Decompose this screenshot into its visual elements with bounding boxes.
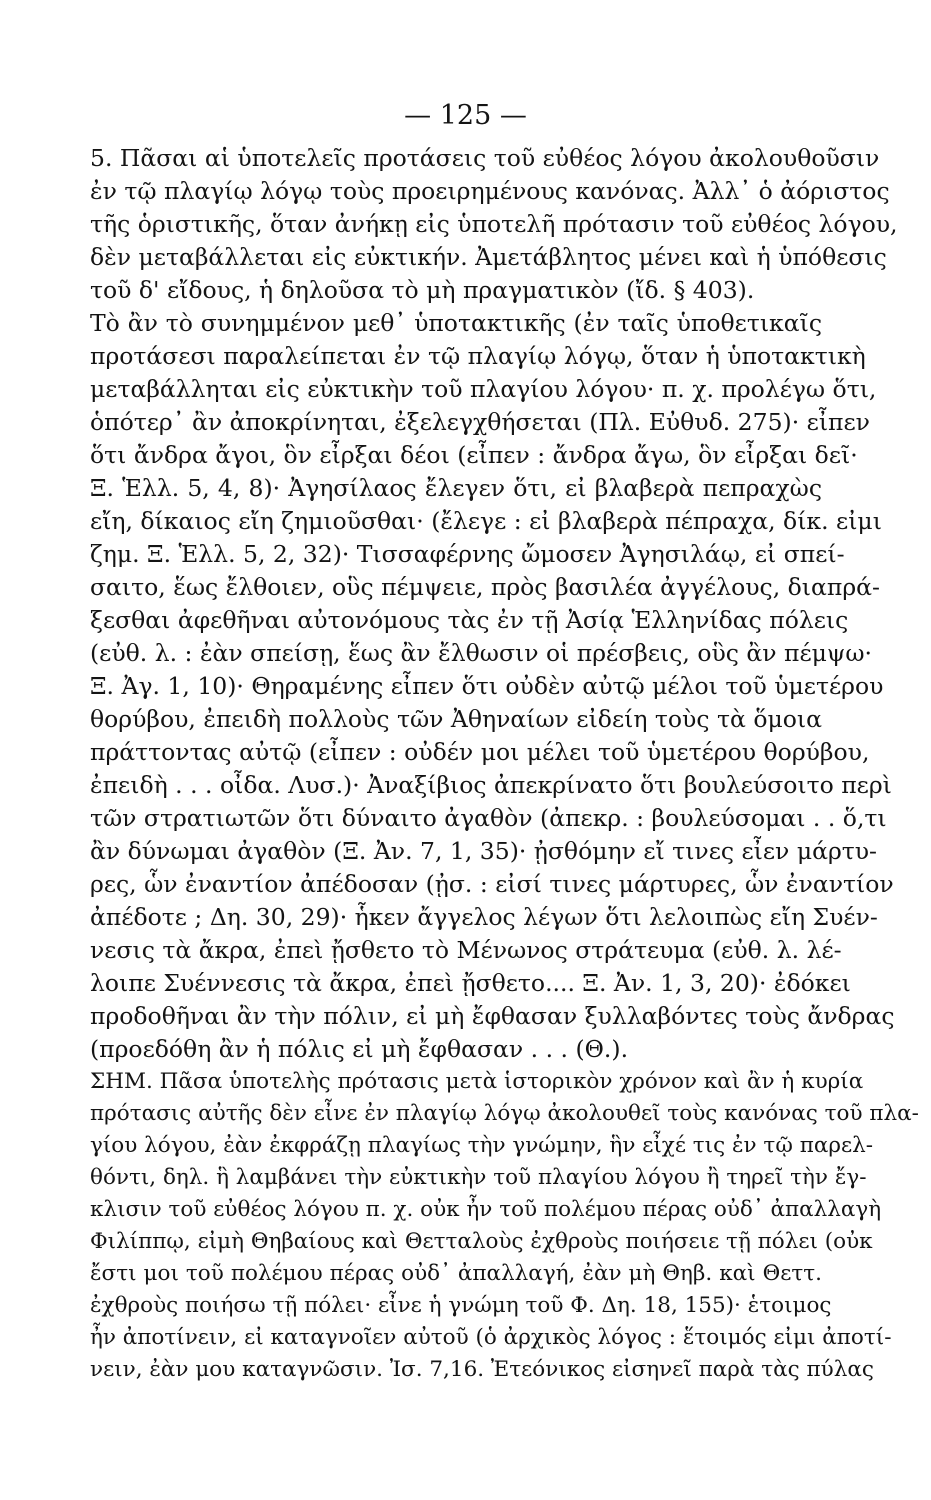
text-line: Ξ. Ἀγ. 1, 10)· Θηραμένης εἶπεν ὅτι οὐδὲν αὐτῷ μέλοι τοῦ ὑμετέρου — [90, 672, 884, 700]
note-line: ΣΗΜ. Πᾶσα ὑποτελὴς πρότασις μετὰ ἱστορικὸν χρόνον καὶ ἂν ἡ κυρία — [90, 1069, 864, 1094]
text-line: πράττοντας αὐτῷ (εἶπεν : οὐδέν μοι μέλει τοῦ ὑμετέρου θορύβου, — [90, 738, 870, 766]
text-line: τοῦ δ' εἴδους, ἡ δηλοῦσα τὸ μὴ πραγματικὸν (ἴδ. § 403). — [90, 276, 755, 304]
text-line: 5. Πᾶσαι αἱ ὑποτελεῖς προτάσεις τοῦ εὐθέος λόγου ἀκολουθοῦσιν — [90, 144, 880, 172]
text-line: (εὐθ. λ. : ἐὰν σπείσῃ, ἕως ἂν ἔλθωσιν οἱ πρέσβεις, οὓς ἂν πέμψω· — [90, 639, 872, 667]
note-line: θόντι, δηλ. ἣ λαμβάνει τὴν εὐκτικὴν τοῦ πλαγίου λόγου ἢ τηρεῖ τὴν ἔγ- — [90, 1165, 867, 1190]
text-line: ξεσθαι ἀφεθῆναι αὐτονόμους τὰς ἐν τῇ Ἀσίᾳ Ἑλληνίδας πόλεις — [90, 606, 849, 634]
note-line: Φιλίππῳ, εἰμὴ Θηβαίους καὶ Θετταλοὺς ἐχθροὺς ποιήσειε τῇ πόλει (οὐκ — [90, 1229, 873, 1254]
note-line: ἔστι μοι τοῦ πολέμου πέρας οὐδ᾽ ἀπαλλαγή, ἐὰν μὴ Θηβ. καὶ Θεττ. — [90, 1261, 822, 1286]
text-line: ἐπειδὴ . . . οἶδα. Λυσ.)· Ἀναξίβιος ἀπεκρίνατο ὅτι βουλεύσοιτο περὶ — [90, 771, 892, 799]
text-line: νεσις τὰ ἄκρα, ἐπεὶ ᾔσθετο τὸ Μένωνος στράτευμα (εὐθ. λ. λέ- — [90, 936, 842, 964]
text-line: Ξ. Ἑλλ. 5, 4, 8)· Ἀγησίλαος ἔλεγεν ὅτι, εἰ βλαβερὰ πεπραχὼς — [90, 474, 822, 502]
text-line: ρες, ὧν ἐναντίον ἀπέδοσαν (ᾐσ. : εἰσί τινες μάρτυρες, ὧν ἐναντίον — [90, 870, 894, 898]
note-line: ἦν ἀποτίνειν, εἰ καταγνοῖεν αὐτοῦ (ὁ ἀρχικὸς λόγος : ἕτοιμός εἰμι ἀποτί- — [90, 1325, 892, 1350]
text-line: δὲν μεταβάλλεται εἰς εὐκτικήν. Ἀμετάβλητος μένει καὶ ἡ ὑπόθεσις — [90, 243, 887, 271]
text-line: τῶν στρατιωτῶν ὅτι δύναιτο ἀγαθὸν (ἀπεκρ. : βουλεύσομαι . . ὅ,τι — [90, 804, 887, 832]
note-line: νειν, ἐὰν μου καταγνῶσιν. Ἰσ. 7,16. Ἐτεόνικος εἰσηνεῖ παρὰ τὰς πύλας — [90, 1357, 874, 1382]
text-line: μεταβάλληται εἰς εὐκτικὴν τοῦ πλαγίου λόγου· π. χ. προλέγω ὅτι, — [90, 375, 877, 403]
page-number: — 125 — — [404, 100, 527, 131]
note-line: ἐχθροὺς ποιήσω τῇ πόλει· εἶνε ἡ γνώμη τοῦ Φ. Δη. 18, 155)· ἑτοιμος — [90, 1293, 832, 1318]
text-line: ὁπότερ᾽ ἂν ἀποκρίνηται, ἐξελεγχθήσεται (Πλ. Εὐθυδ. 275)· εἶπεν — [90, 408, 870, 436]
note-section — [90, 1066, 919, 1386]
text-line: Τὸ ἂν τὸ συνημμένον μεθ᾽ ὑποτακτικῆς (ἐν ταῖς ὑποθετικαῖς — [90, 309, 822, 337]
note-line: κλισιν τοῦ εὐθέος λόγου π. χ. οὐκ ἦν τοῦ πολέμου πέρας οὐδ᾽ ἀπαλλαγὴ — [90, 1197, 882, 1222]
text-line: ἀπέδοτε ; Δη. 30, 29)· ἧκεν ἄγγελος λέγων ὅτι λελοιπὼς εἴη Συέν- — [90, 903, 878, 931]
text-line: θορύβου, ἐπειδὴ πολλοὺς τῶν Ἀθηναίων εἰδείη τοὺς τὰ ὅμοια — [90, 705, 822, 733]
note-line: γίου λόγου, ἐὰν ἐκφράζῃ πλαγίως τὴν γνώμην, ἣν εἶχέ τις ἐν τῷ παρελ- — [90, 1133, 874, 1158]
text-line: προτάσεσι παραλείπεται ἐν τῷ πλαγίῳ λόγῳ, ὅταν ἡ ὑποτακτικὴ — [90, 342, 866, 370]
note-line: πρότασις αὐτῆς δὲν εἶνε ἐν πλαγίῳ λόγῳ ἀκολουθεῖ τοὺς κανόνας τοῦ πλα- — [90, 1101, 919, 1126]
text-line: (προεδόθη ἂν ἡ πόλις εἰ μὴ ἔφθασαν . . . (Θ.). — [90, 1035, 629, 1063]
text-line: ἐν τῷ πλαγίῳ λόγῳ τοὺς προειρημένους κανόνας. Ἀλλ᾽ ὁ ἀόριστος — [90, 177, 890, 205]
text-line: προδοθῆναι ἂν τὴν πόλιν, εἰ μὴ ἔφθασαν ξυλλαβόντες τοὺς ἄνδρας — [90, 1002, 895, 1030]
main-text — [90, 142, 919, 1386]
text-line: σαιτο, ἕως ἔλθοιεν, οὓς πέμψειε, πρὸς βασιλέα ἀγγέλους, διαπρά- — [90, 573, 880, 601]
text-line: ὅτι ἄνδρα ἄγοι, ὃν εἶρξαι δέοι (εἶπεν : ἄνδρα ἄγω, ὃν εἶρξαι δεῖ· — [90, 441, 858, 469]
text-line: εἴη, δίκαιος εἴη ζημιοῦσθαι· (ἔλεγε : εἰ βλαβερὰ πέπραχα, δίκ. εἰμι — [90, 507, 882, 535]
text-line: τῆς ὁριστικῆς, ὅταν ἀνήκῃ εἰς ὑποτελῆ πρότασιν τοῦ εὐθέος λόγου, — [90, 210, 898, 238]
text-line: λοιπε Συέννεσις τὰ ἄκρα, ἐπεὶ ᾔσθετο.... Ξ. Ἀν. 1, 3, 20)· ἐδόκει — [90, 969, 851, 997]
text-line: ἂν δύνωμαι ἀγαθὸν (Ξ. Ἀν. 7, 1, 35)· ᾐσθόμην εἴ τινες εἶεν μάρτυ- — [90, 837, 877, 865]
text-line: ζημ. Ξ. Ἑλλ. 5, 2, 32)· Τισσαφέρνης ὤμοσεν Ἀγησιλάῳ, εἰ σπεί- — [90, 540, 845, 568]
